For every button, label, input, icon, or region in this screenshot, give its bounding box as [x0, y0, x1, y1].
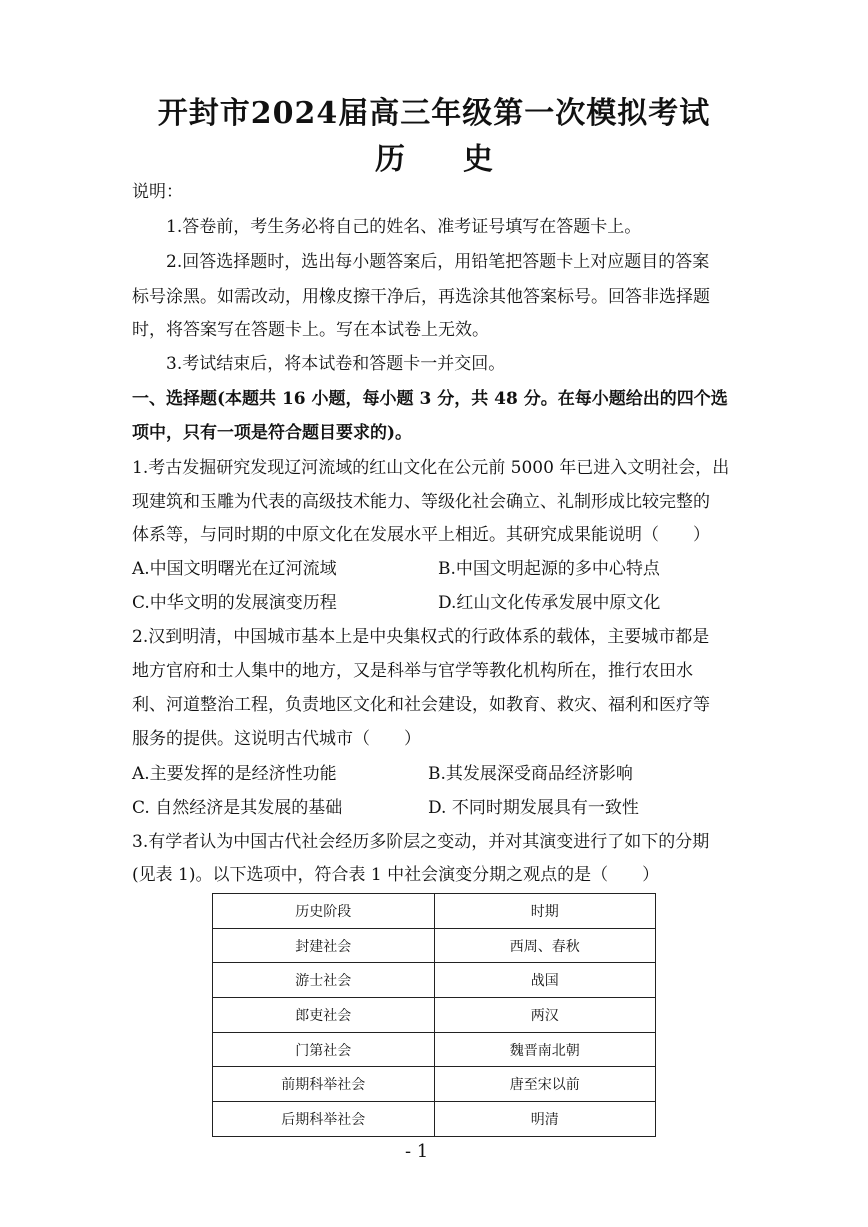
question-3-line-2: (见表 1)。以下选项中，符合表 1 中社会演变分期之观点的是（ ）: [132, 865, 660, 885]
instruction-2-line-1: 2.回答选择题时，选出每小题答案后，用铅笔把答题卡上对应题目的答案: [166, 252, 710, 272]
table-cell: 门第社会: [213, 1032, 435, 1067]
question-1-option-d: D.红山文化传承发展中原文化: [438, 593, 661, 613]
table-cell: 唐至宋以前: [434, 1067, 656, 1102]
section-heading-line-2: 项中，只有一项是符合题目要求的)。: [132, 423, 413, 443]
table-row: [213, 963, 656, 998]
table-row: [213, 1102, 656, 1137]
table-cell: 魏晋南北朝: [434, 1032, 656, 1067]
question-1-line-1: 1.考古发掘研究发现辽河流域的红山文化在公元前 5000 年已进入文明社会，出: [132, 458, 730, 478]
question-1-option-c: C.中华文明的发展演变历程: [132, 593, 337, 613]
subject-char-1: 历: [375, 142, 405, 177]
question-1-option-b: B.中国文明起源的多中心特点: [438, 559, 660, 579]
table-cell: 后期科举社会: [213, 1102, 435, 1137]
instruction-1: 1.答卷前，考生务必将自己的姓名、准考证号填写在答题卡上。: [166, 217, 642, 237]
subject-title: [0, 134, 868, 178]
question-2-line-3: 利、河道整治工程，负责地区文化和社会建设，如教育、救灾、福利和医疗等: [132, 695, 710, 715]
table-header-cell: 时期: [434, 894, 656, 929]
table-cell: 游士社会: [213, 963, 435, 998]
table-cell: 封建社会: [213, 928, 435, 963]
page-number: - 1: [405, 1141, 429, 1162]
table-cell: 明清: [434, 1102, 656, 1137]
instruction-2-line-3: 时，将答案写在答题卡上。写在本试卷上无效。: [132, 320, 489, 340]
question-1-option-a: A.中国文明曙光在辽河流域: [132, 559, 337, 579]
instructions-heading: 说明：: [132, 182, 183, 202]
history-periods-table: [212, 893, 656, 1137]
table-header-row: [213, 894, 656, 929]
table-row: [213, 1067, 656, 1102]
table-cell: 郎吏社会: [213, 998, 435, 1033]
table-header-cell: 历史阶段: [213, 894, 435, 929]
question-2-option-c: C. 自然经济是其发展的基础: [132, 798, 343, 818]
exam-title: 开封市2024届高三年级第一次模拟考试: [157, 96, 711, 131]
question-2-option-a: A.主要发挥的是经济性功能: [132, 764, 337, 784]
table-row: [213, 928, 656, 963]
question-2-option-b: B.其发展深受商品经济影响: [428, 764, 633, 784]
question-2-line-1: 2.汉到明清，中国城市基本上是中央集权式的行政体系的载体，主要城市都是: [132, 627, 710, 647]
table-row: [213, 998, 656, 1033]
question-2-line-2: 地方官府和士人集中的地方，又是科举与官学等教化机构所在，推行农田水: [132, 661, 693, 681]
question-2-option-d: D. 不同时期发展具有一致性: [428, 798, 639, 818]
question-1-line-2: 现建筑和玉雕为代表的高级技术能力、等级化社会确立、礼制形成比较完整的: [132, 492, 710, 512]
instruction-2-line-2: 标号涂黑。如需改动，用橡皮擦干净后，再选涂其他答案标号。回答非选择题: [132, 287, 710, 307]
question-1-line-3: 体系等，与同时期的中原文化在发展水平上相近。其研究成果能说明（ ）: [132, 525, 710, 545]
table-cell: 前期科举社会: [213, 1067, 435, 1102]
instruction-3: 3.考试结束后，将本试卷和答题卡一并交回。: [166, 354, 506, 374]
table-cell: 两汉: [434, 998, 656, 1033]
section-heading-line-1: 一、选择题(本题共 16 小题，每小题 3 分，共 48 分。在每小题给出的四个选: [132, 389, 728, 409]
subject-char-2: 史: [463, 142, 493, 177]
table-row: [213, 1032, 656, 1067]
question-3-line-1: 3.有学者认为中国古代社会经历多阶层之变动，并对其演变进行了如下的分期: [132, 832, 710, 852]
question-2-line-4: 服务的提供。这说明古代城市（ ）: [132, 729, 421, 749]
table-cell: 西周、春秋: [434, 928, 656, 963]
table-cell: 战国: [434, 963, 656, 998]
